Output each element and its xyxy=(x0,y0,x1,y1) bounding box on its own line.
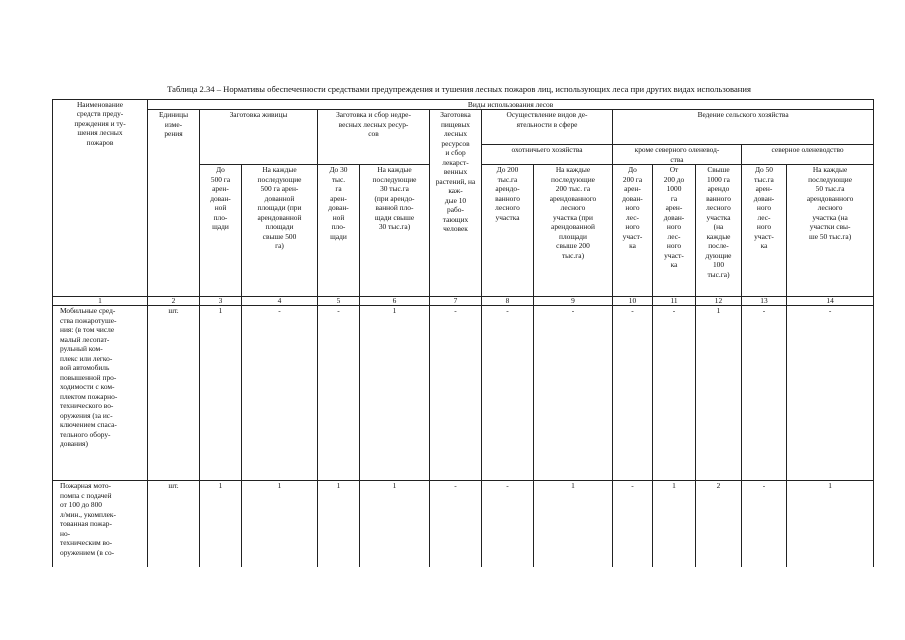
header-agri-north: северное оленеводство xyxy=(742,145,874,165)
header-units: Единицы изме- рения xyxy=(148,110,200,297)
table-row xyxy=(53,306,874,481)
table-cell: 1 xyxy=(200,306,242,481)
subheader-cell: До 200 га арен- дован- ного лес- ного участ- ка xyxy=(613,165,653,297)
table-cell: 1 xyxy=(242,481,318,568)
row-item-name: Мобильные сред- ства пожаротуше- ния: (в том числе малый лесопат- рульный ком- плекс или легко- вой автомобиль повышенной про- ходимости с ком- плектом пожарно- технического во- оружения (за ис- ключением спаса- тельного обору- дования) xyxy=(53,306,148,481)
subheader-cell: На каждые последующие 50 тыс.га арендованного лесного участка (на участки свы- ше 50 тыс.га) xyxy=(787,165,874,297)
subheader-cell: До 30 тыс. га арен- дован- ной пло- щади xyxy=(318,165,360,297)
table-cell: 1 xyxy=(653,481,696,568)
table-row xyxy=(53,481,874,568)
column-number: 10 xyxy=(613,297,653,306)
column-number: 6 xyxy=(360,297,430,306)
subheader-cell: От 200 до 1000 га арен- дован- ного лес- ного участ- ка xyxy=(653,165,696,297)
header-hunting-top: Осуществление видов де- ятельности в сфере xyxy=(482,110,613,145)
header-agriculture: Ведение сельского хозяйства xyxy=(613,110,874,145)
table-cell: 1 xyxy=(200,481,242,568)
table-cell: - xyxy=(482,306,534,481)
table-cell: - xyxy=(482,481,534,568)
table-cell: - xyxy=(787,306,874,481)
subheader-cell: На каждые последующие 30 тыс.га (при арендо- ванной пло- щади свыше 30 тыс.га) xyxy=(360,165,430,297)
table-cell: - xyxy=(430,481,482,568)
column-number: 1 xyxy=(53,297,148,306)
column-numbers-row xyxy=(53,297,874,306)
column-number: 13 xyxy=(742,297,787,306)
column-number: 14 xyxy=(787,297,874,306)
table-cell: 1 xyxy=(534,481,613,568)
table-cell: шт. xyxy=(148,306,200,481)
table-cell: 1 xyxy=(360,306,430,481)
table-cell: - xyxy=(613,306,653,481)
header-nonwood: Заготовка и сбор недре- весных лесных ресур- сов xyxy=(318,110,430,165)
subheader-cell: До 50 тыс.га арен- дован- ного лес- ного участ- ка xyxy=(742,165,787,297)
table-cell: - xyxy=(242,306,318,481)
table-cell: 2 xyxy=(696,481,742,568)
row-item-name: Пожарная мото- помпа с подачей от 100 до 800 л/мин., укомплек- тованная пожар- но- техническим во- оружением (в со- xyxy=(53,481,148,568)
header-hunting-bottom: охотничьего хозяйства xyxy=(482,145,613,165)
header-food-resources: Заготовка пищевых лесных ресурсов и сбор лекарст- венных растений, на каж- дые 10 рабо- тающих человек xyxy=(430,110,482,297)
table-cell: - xyxy=(430,306,482,481)
subheader-cell: До 500 га арен- дован- ной пло- щади xyxy=(200,165,242,297)
column-number: 11 xyxy=(653,297,696,306)
subheader-cell: На каждые последующие 200 тыс. га арендованного лесного участка (при арендованной площади свыше 200 тыс.га) xyxy=(534,165,613,297)
table-cell: 1 xyxy=(696,306,742,481)
column-number: 3 xyxy=(200,297,242,306)
column-number: 5 xyxy=(318,297,360,306)
table-cell: - xyxy=(653,306,696,481)
column-number: 12 xyxy=(696,297,742,306)
table-cell: шт. xyxy=(148,481,200,568)
table-cell: - xyxy=(318,306,360,481)
column-number: 8 xyxy=(482,297,534,306)
table-cell: 1 xyxy=(787,481,874,568)
subheader-cell: Свыше 1000 га арендо ванного лесного участка (на каждые после- дующие 100 тыс.га) xyxy=(696,165,742,297)
header-forest-use-types: Виды использования лесов xyxy=(148,100,874,110)
header-name-col: Наименование средств преду- преждения и ту- шения лесных пожаров xyxy=(53,100,148,297)
table-cell: 1 xyxy=(360,481,430,568)
table-cell: - xyxy=(742,306,787,481)
column-number: 7 xyxy=(430,297,482,306)
header-agri-except-north: кроме северного оленевод- ства xyxy=(613,145,742,165)
column-number: 4 xyxy=(242,297,318,306)
table-cell: - xyxy=(742,481,787,568)
column-number: 2 xyxy=(148,297,200,306)
table-cell: - xyxy=(613,481,653,568)
table-caption: Таблица 2.34 – Нормативы обеспеченности средствами предупреждения и тушения лесных пожаров лиц, использующих леса при других видах использования xyxy=(167,84,751,94)
column-number: 9 xyxy=(534,297,613,306)
header-resin: Заготовка живицы xyxy=(200,110,318,165)
table-cell: - xyxy=(534,306,613,481)
table-cell: 1 xyxy=(318,481,360,568)
norms-table xyxy=(52,99,874,567)
subheader-cell: До 200 тыс.га арендо- ванного лесного участка xyxy=(482,165,534,297)
subheader-cell: На каждые последующие 500 га арен- дованной площади (при арендованной площади свыше 500 га) xyxy=(242,165,318,297)
